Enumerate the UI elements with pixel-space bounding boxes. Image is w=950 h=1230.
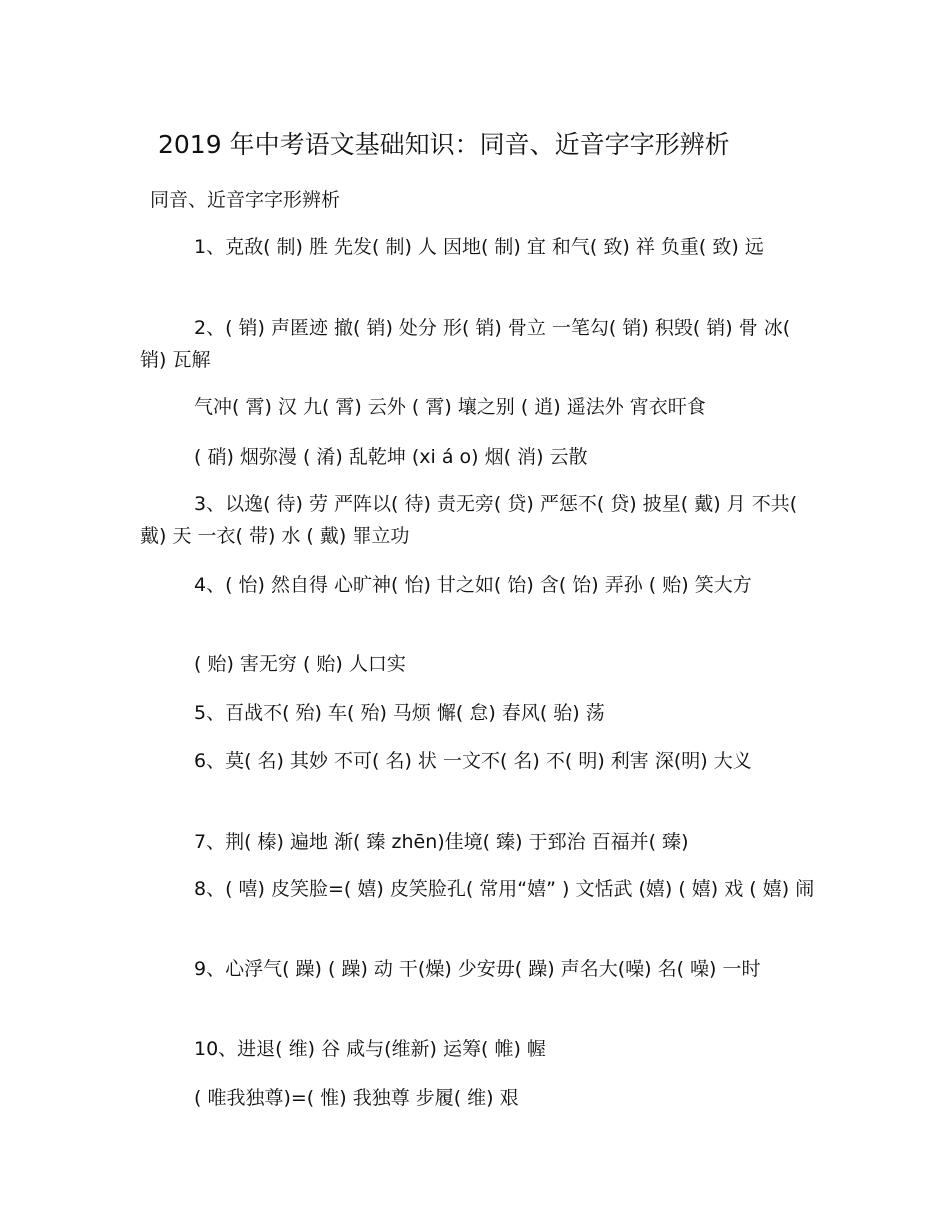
paragraph-6: 4、( 怡) 然自得 心旷神( 怡) 甘之如( 饴) 含( 饴) 弄孙 ( 贻) 笑大方 — [194, 574, 752, 596]
paragraph-12: 9、心浮气( 躁) ( 躁) 动 干(燥) 少安毋( 躁) 声名大(噪) 名( 噪) 一时 — [194, 958, 761, 980]
paragraph-5: 3、以逸( 待) 劳 严阵以( 待) 责无旁( 贷) 严惩不( 贷) 披星( 戴) 月 不共( 戴) 天 一衣( 带) 水 ( 戴) 罪立功 — [140, 493, 798, 547]
paragraph-8: 5、百战不( 殆) 车( 殆) 马烦 懈( 怠) 春风( 骀) 荡 — [194, 702, 605, 724]
paragraph-4: ( 硝) 烟弥漫 ( 淆) 乱乾坤 (xi á o) 烟( 消) 云散 — [194, 446, 588, 468]
paragraph-7: ( 贻) 害无穷 ( 贻) 人口实 — [194, 653, 406, 675]
document-title: 2019 年中考语文基础知识：同音、近音字字形辨析 — [158, 130, 730, 159]
paragraph-14: ( 唯我独尊)=( 惟) 我独尊 步履( 维) 艰 — [194, 1087, 519, 1109]
paragraph-9: 6、莫( 名) 其妙 不可( 名) 状 一文不( 名) 不( 明) 利害 深(明) 大义 — [194, 750, 752, 772]
document-subtitle: 同音、近音字字形辨析 — [150, 189, 341, 211]
paragraph-2: 2、( 销) 声匿迹 撤( 销) 处分 形( 销) 骨立 一笔勾( 销) 积毁( 销) 骨 冰( 销) 瓦解 — [140, 317, 791, 371]
paragraph-1: 1、克敌( 制) 胜 先发( 制) 人 因地( 制) 宜 和气( 致) 祥 负重( 致) 远 — [194, 236, 764, 258]
paragraph-13: 10、进退( 维) 谷 咸与(维新) 运筹( 帷) 幄 — [194, 1038, 546, 1060]
paragraph-3: 气冲( 霄) 汉 九( 霄) 云外 ( 霄) 壤之别 ( 逍) 遥法外 宵衣旰食 — [194, 396, 706, 418]
paragraph-10: 7、荆( 榛) 遍地 渐( 臻 zhēn)佳境( 臻) 于郅治 百福并( 臻) — [194, 831, 689, 853]
paragraph-11: 8、( 嘻) 皮笑脸=( 嬉) 皮笑脸孔( 常用“嬉” ) 文恬武 (嬉) ( 嬉) 戏 ( 嬉) 闹 — [194, 878, 815, 900]
